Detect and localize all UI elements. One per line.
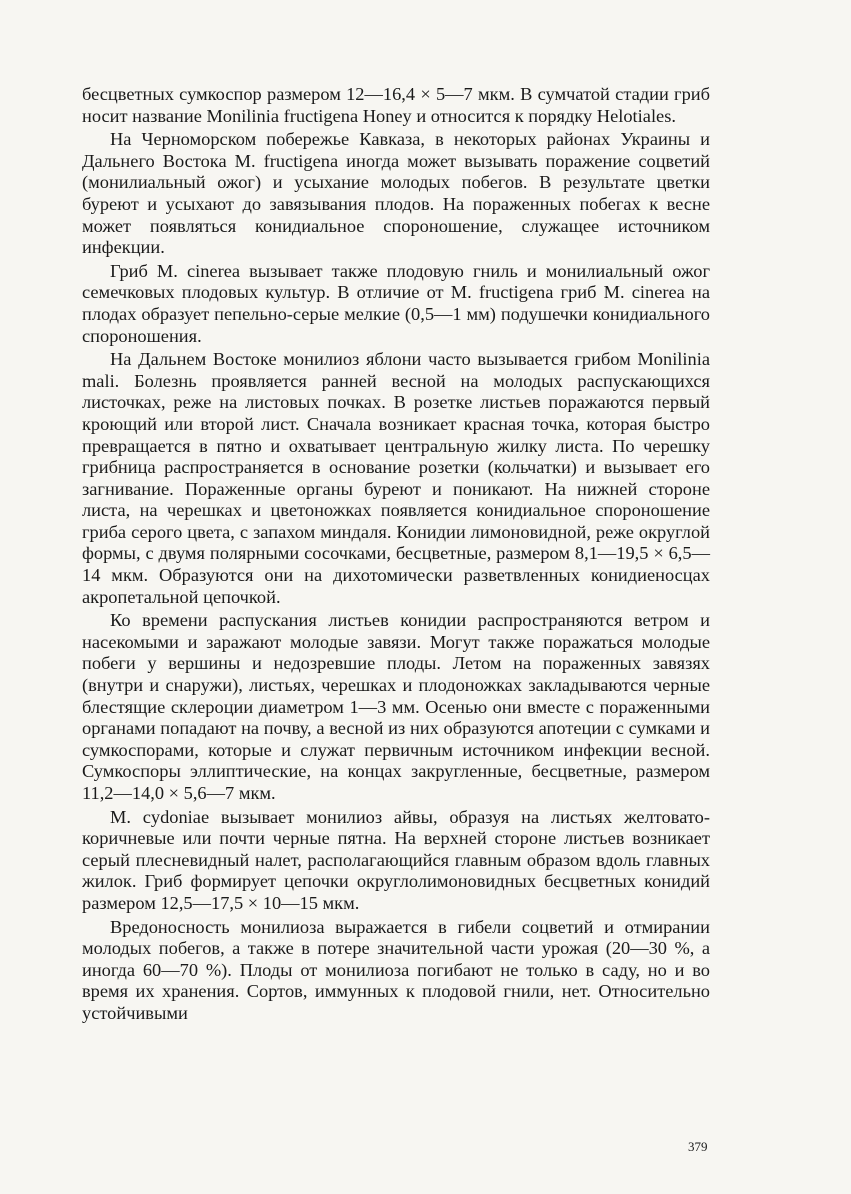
paragraph-6: M. cydoniae вызывает монилиоз айвы, образуя на листьях желтовато-коричневые или почти черные пятна. На верхней стороне листьев возникает серый плесневидный налет, располагающийся главным образом вдоль главных жилок. Гриб формирует цепочки округлолимоновидных бесцветных конидий размером 12,5—17,5 × 10—15 мкм. bbox=[82, 806, 710, 913]
paragraph-7: Вредоносность монилиоза выражается в гибели соцветий и отмирании молодых побегов, а также в потере значительной части урожая (20—30 %, а иногда 60—70 %). Плоды от монилиоза погибают не только в саду, но и во время их хранения. Сортов, иммунных к плодовой гнили, нет. Относительно устойчивыми bbox=[82, 916, 710, 1023]
page-body bbox=[82, 84, 710, 1025]
paragraph-4: На Дальнем Востоке монилиоз яблони часто вызывается грибом Monilinia mali. Болезнь проявляется ранней весной на молодых распускающихся листочках, реже на листовых почках. В розетке листьев поражаются первый кроющий или второй лист. Сначала возникает красная точка, которая быстро превращается в пятно и охватывает центральную жилку листа. По черешку грибница распространяется в основание розетки (кольчатки) и вызывает его загнивание. Пораженные органы буреют и поникают. На нижней стороне листа, на черешках и цветоножках появляется конидиальное спороношение гриба серого цвета, с запахом миндаля. Конидии лимоновидной, реже округлой формы, с двумя полярными сосочками, бесцветные, размером 8,1—19,5 × 6,5—14 мкм. Образуются они на дихотомически разветвленных конидиеносцах акропетальной цепочкой. bbox=[82, 349, 710, 607]
paragraph-1: бесцветных сумкоспор размером 12—16,4 × 5—7 мкм. В сумчатой стадии гриб носит название Monilinia fructigena Honey и относится к порядку Helotiales. bbox=[82, 84, 710, 126]
paragraph-3: Гриб M. cinerea вызывает также плодовую гниль и монилиальный ожог семечковых плодовых культур. В отличие от M. fructigena гриб M. cinerea на плодах образует пепельно-серые мелкие (0,5—1 мм) подушечки конидиального спороношения. bbox=[82, 260, 710, 346]
paragraph-5: Ко времени распускания листьев конидии распространяются ветром и насекомыми и заражают молодые завязи. Могут также поражаться молодые побеги у вершины и недозревшие плоды. Летом на пораженных завязях (внутри и снаружи), листьях, черешках и плодоножках закладываются черные блестящие склероции диаметром 1—3 мм. Осенью они вместе с пораженными органами попадают на почву, а весной из них образуются апотеции с сумками и сумкоспорами, которые и служат первичным источником инфекции весной. Сумкоспоры эллиптические, на концах закругленные, бесцветные, размером 11,2—14,0 × 5,6—7 мкм. bbox=[82, 610, 710, 803]
page-number: 379 bbox=[688, 1139, 708, 1154]
paragraph-2: На Черноморском побережье Кавказа, в некоторых районах Украины и Дальнего Востока M. fructigena иногда может вызывать поражение соцветий (монилиальный ожог) и усыхание молодых побегов. В результате цветки буреют и усыхают до завязывания плодов. На пораженных побегах к весне может появляться конидиальное спороношение, служащее источником инфекции. bbox=[82, 129, 710, 258]
